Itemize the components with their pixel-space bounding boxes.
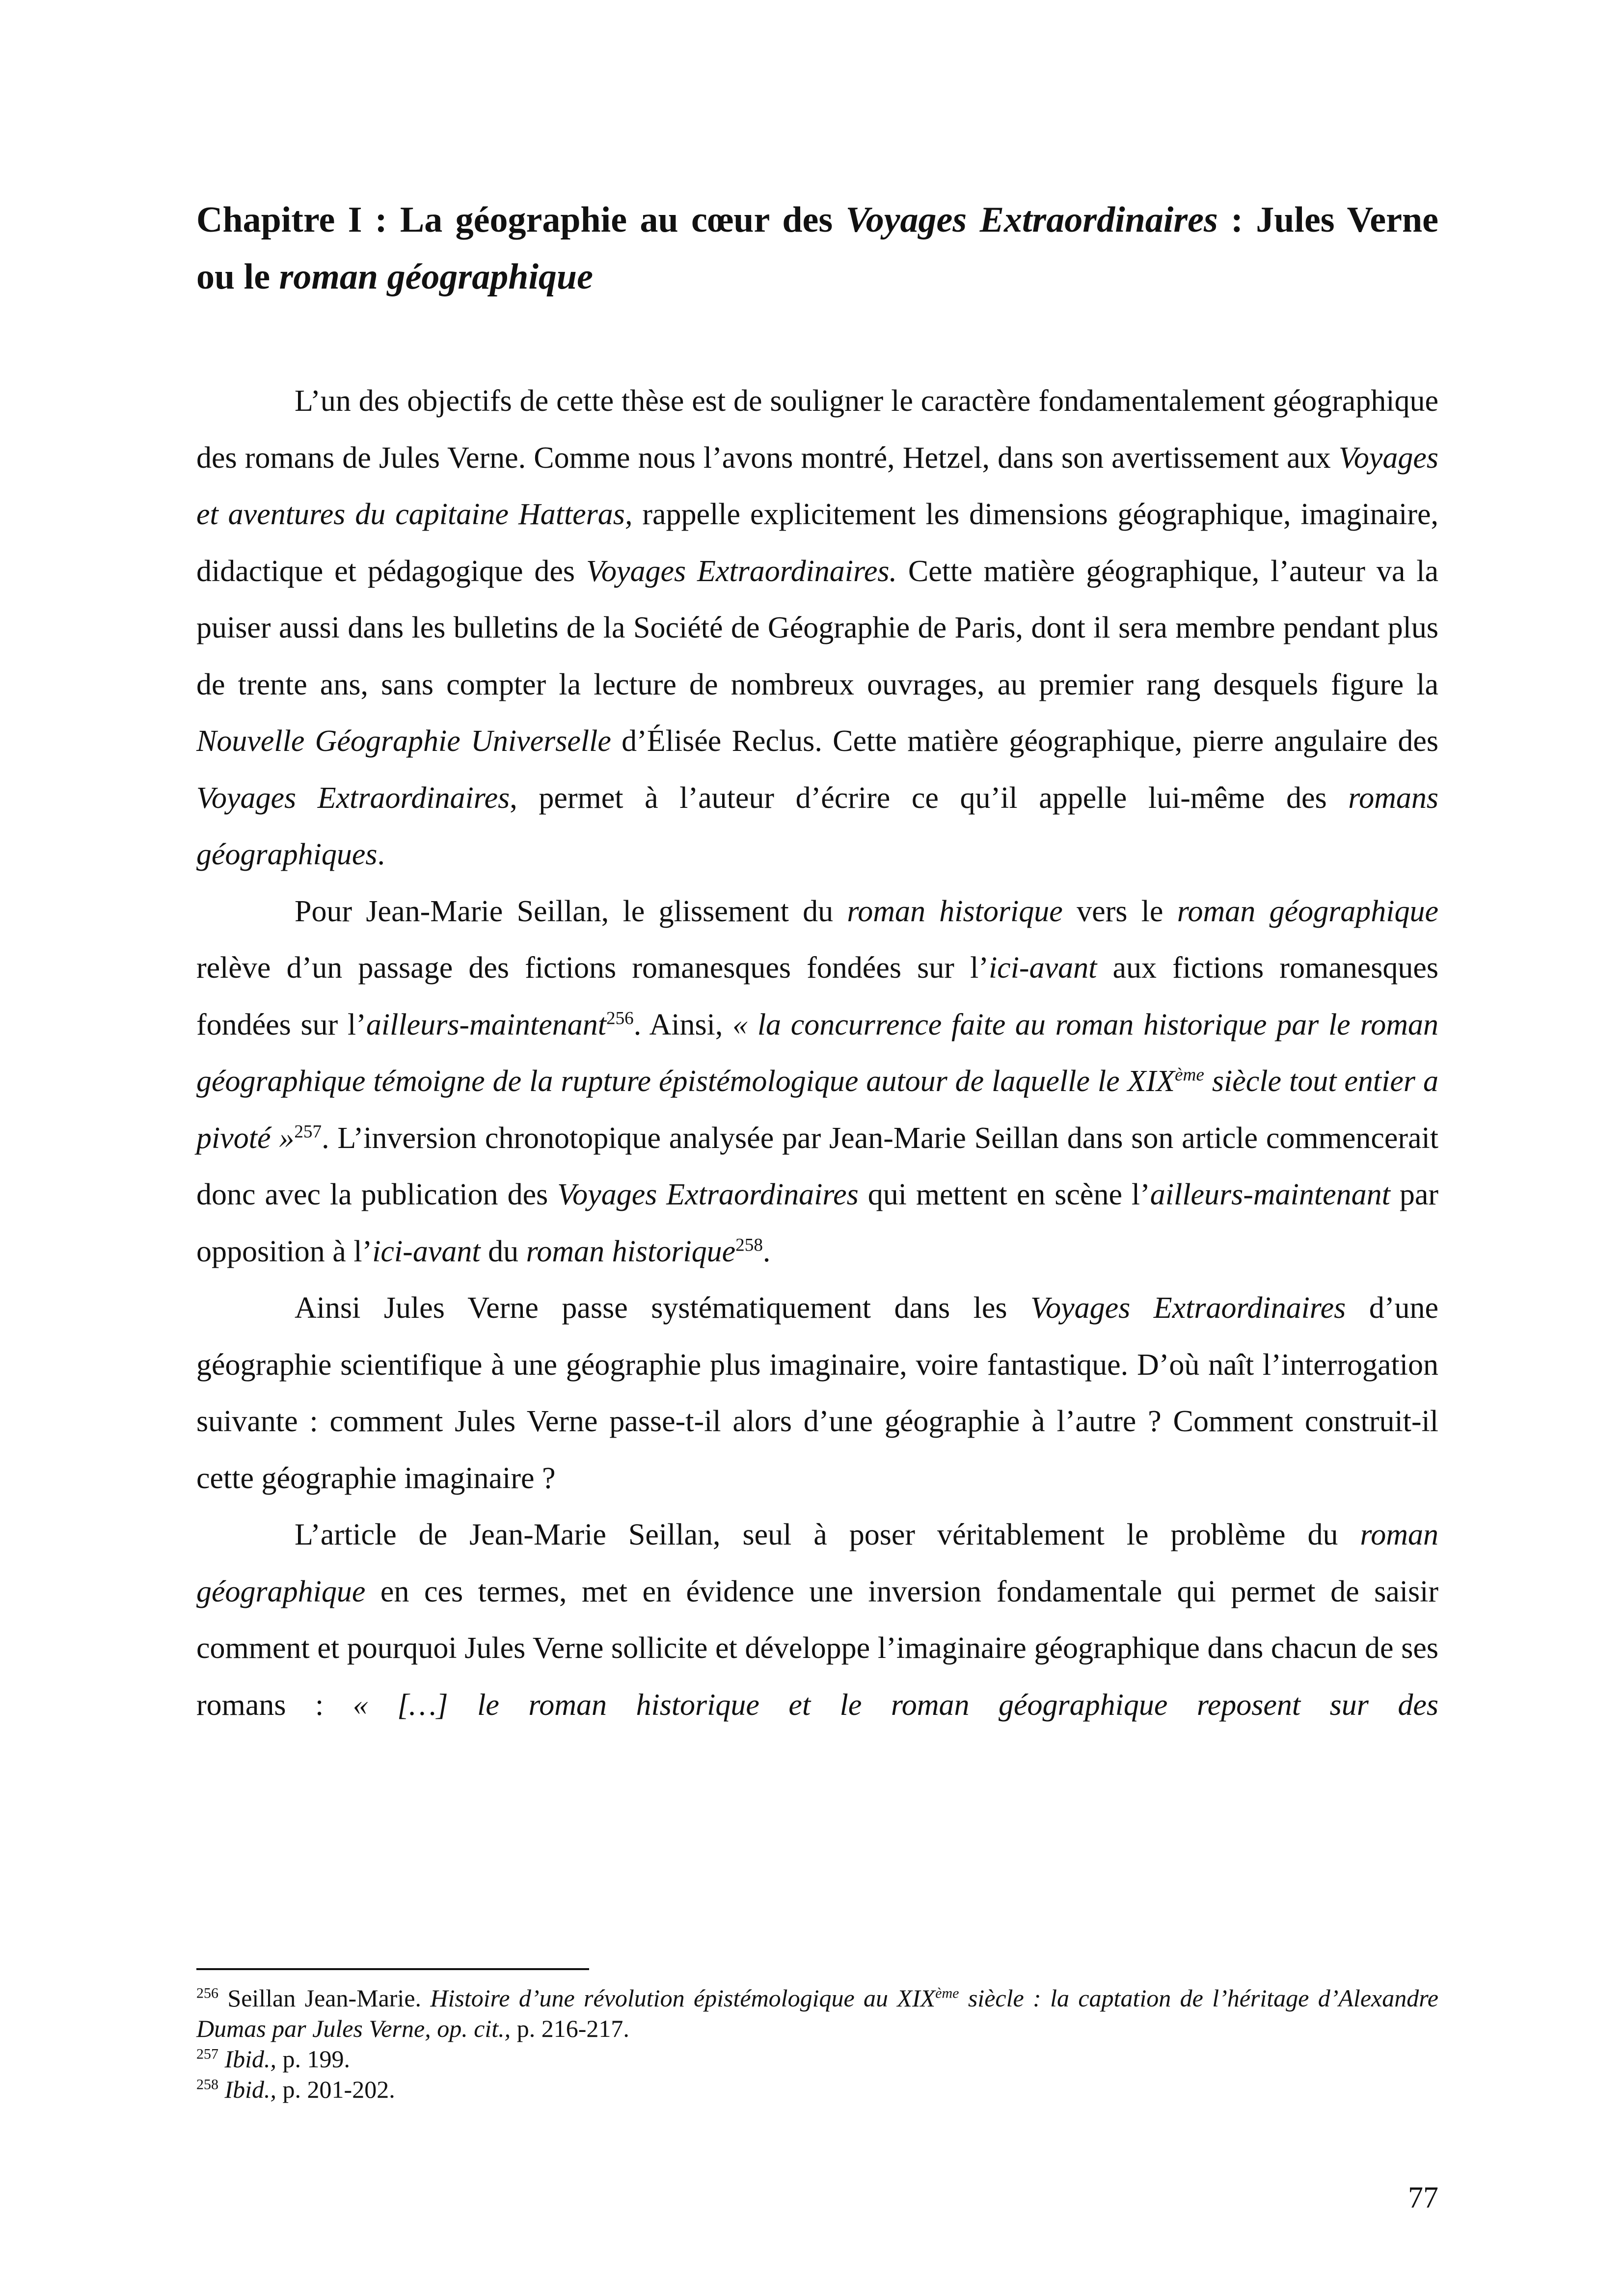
footnote-257 xyxy=(196,2044,1438,2074)
text-run: qui mettent en scène l’ xyxy=(858,1178,1150,1211)
text-run: L’un des objectifs de cette thèse est de souligner le caractère fondamentalement géographique des romans de Jules Verne. Comme nous l’avons montré, Hetzel, dans son avertissement aux xyxy=(196,384,1438,475)
footnote-258 xyxy=(196,2074,1438,2105)
text-run: vers le xyxy=(1062,894,1177,928)
italic-run: siècle tout entier a pivoté » xyxy=(196,1065,1439,1155)
text-run: d’une géographie scientifique à une géographie plus imaginaire, voire fantastique. D’où naît l’interrogation suivante : comment Jules Verne passe-t-il alors d’une géographie à l’autre ? Comment construit-il cette géographie imaginaire ? xyxy=(196,1291,1438,1495)
text-run: p. 199. xyxy=(276,2045,351,2073)
footnote-256 xyxy=(196,1983,1438,2044)
paragraph-2 xyxy=(196,883,1438,1281)
italic-run: Nouvelle Géographie Universelle xyxy=(196,724,611,758)
heading-text: : Jules Verne ou le xyxy=(196,200,1438,297)
text-run: Seillan Jean-Marie. xyxy=(218,1984,431,2012)
text-run: . xyxy=(762,1234,771,1268)
footnotes xyxy=(196,1983,1438,2105)
text-run: par opposition à l’ xyxy=(196,1178,1438,1268)
superscript: ème xyxy=(1175,1065,1204,1085)
italic-run: Voyages Extraordinaires xyxy=(1030,1291,1346,1325)
text-run: . xyxy=(377,838,385,871)
italic-run: ici-avant xyxy=(372,1234,481,1268)
footnote-ref-258[interactable]: 258 xyxy=(735,1234,763,1255)
italic-run: Histoire d’une révolution épistémologique au XIX xyxy=(430,1984,936,2012)
paragraph-3 xyxy=(196,1280,1438,1507)
italic-run: ailleurs-maintenant xyxy=(366,1008,606,1041)
italic-run: roman historique xyxy=(847,894,1063,928)
italic-run: ailleurs-maintenant xyxy=(1150,1178,1390,1211)
heading-italic: Voyages Extraordinaires xyxy=(845,200,1218,240)
text-run: , permet à l’auteur d’écrire ce qu’il appelle lui-même des xyxy=(510,781,1349,815)
text-run: p. 201-202. xyxy=(276,2076,395,2103)
italic-run: Voyages Extraordinaires xyxy=(196,781,510,815)
italic-run: ici-avant xyxy=(988,951,1097,985)
italic-run: siècle : la captation de l’héritage d’Alexandre Dumas par Jules Verne, op. cit., xyxy=(196,1984,1439,2042)
text-run: L’article de Jean-Marie Seillan, seul à poser véritablement le problème du xyxy=(295,1518,1360,1551)
text-run: Ainsi Jules Verne passe systématiquement dans les xyxy=(295,1291,1031,1325)
text-run: p. 216-217. xyxy=(511,2015,629,2042)
text-run: rappelle explicitement les dimensions géographique, imaginaire, didactique et pédagogique des xyxy=(196,498,1439,588)
italic-run: le roman historique et le roman géographique reposent sur des xyxy=(477,1688,1439,1722)
text-run: Cette matière géographique, l’auteur va la puiser aussi dans les bulletins de la Société de Géographie de Paris, dont il sera membre pendant plus de trente ans, sans compter la lecture de nombreux ouvrages, au premier rang desquels figure la xyxy=(196,554,1438,701)
page-number: 77 xyxy=(1408,2181,1438,2215)
footnote-number: 258 xyxy=(196,2076,218,2093)
italic-run: « la concurrence faite au roman historique par le roman géographique témoigne de la rupture épistémologique autour de laquelle le XIX xyxy=(196,1008,1438,1098)
italic-run: Ibid., xyxy=(224,2045,277,2073)
text-run: d’Élisée Reclus. Cette matière géographique, pierre angulaire des xyxy=(611,724,1438,758)
footnote-separator xyxy=(196,1968,589,1970)
italic-run: Voyages Extraordinaires. xyxy=(586,554,897,588)
footnote-ref-256[interactable]: 256 xyxy=(606,1008,634,1028)
footnote-number: 256 xyxy=(196,1985,218,2002)
italic-run: roman géographique xyxy=(1177,894,1438,928)
text-run xyxy=(218,2076,225,2103)
heading-italic: roman géographique xyxy=(279,257,593,297)
text-run: . L’inversion chronotopique analysée par Jean-Marie Seillan dans son article commencerait donc avec la publication des xyxy=(196,1121,1438,1211)
italic-run: roman géographique xyxy=(196,1518,1438,1608)
italic-run: « […] xyxy=(352,1688,478,1722)
italic-run: Ibid., xyxy=(224,2076,277,2103)
chapter-heading xyxy=(196,191,1438,305)
footnote-ref-257[interactable]: 257 xyxy=(294,1121,322,1142)
paragraph-1 xyxy=(196,373,1438,883)
paragraph-4 xyxy=(196,1507,1438,1734)
text-run: du xyxy=(480,1234,526,1268)
italic-run: Voyages et aventures du capitaine Hatteras, xyxy=(196,441,1438,531)
text-run: en ces termes, met en évidence une inversion fondamentale qui permet de saisir comment et pourquoi Jules Verne sollicite et développe l’imaginaire géographique dans chacun de ses romans : xyxy=(196,1575,1438,1722)
text-run: relève d’un passage des fictions romanesques fondées sur l’ xyxy=(196,951,989,985)
superscript-wrap xyxy=(935,1984,959,2012)
text-run: Pour Jean-Marie Seillan, le glissement du xyxy=(295,894,847,928)
text-run: aux fictions romanesques fondées sur l’ xyxy=(196,951,1438,1041)
footnote-number: 257 xyxy=(196,2046,218,2062)
text-run xyxy=(218,2045,225,2073)
italic-run: roman historique xyxy=(526,1234,736,1268)
heading-text: Chapitre I : La géographie au cœur des xyxy=(196,200,846,240)
italic-run: romans géographiques xyxy=(196,781,1438,871)
text-run: . Ainsi, xyxy=(633,1008,733,1041)
italic-run: Voyages Extraordinaires xyxy=(557,1178,859,1211)
superscript: ème xyxy=(935,1985,959,2002)
body-text xyxy=(196,373,1438,1734)
